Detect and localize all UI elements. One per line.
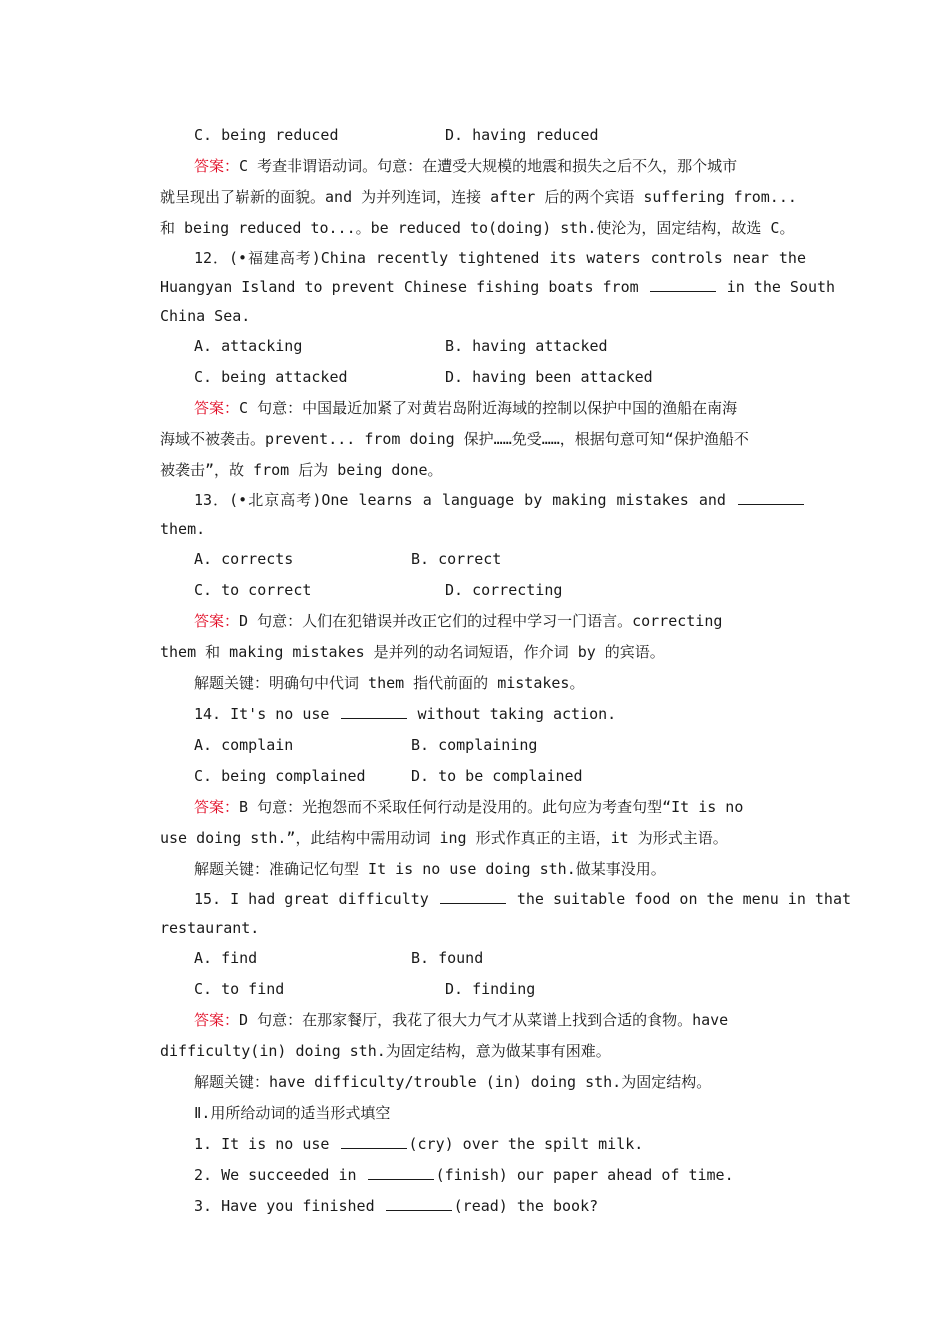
q12-option-a: A. attacking (194, 337, 303, 355)
q14-answer-line2: use doing sth.”，此结构中需用动词 ing 形式作真正的主语，it 为形式主语。 (160, 829, 728, 847)
q15-answer-line1: 答案：D 句意：在那家餐厅，我花了很大力气才从菜谱上找到合适的食物。have (194, 1011, 729, 1029)
q15-stem-line1: 15. I had great difficulty the suitable food on the menu in that (160, 885, 806, 914)
fill-item: 2. We succeeded in (finish) our paper ahead of time. (160, 1160, 806, 1191)
q14-option-c: C. being complained (194, 767, 366, 785)
answer-label: 答案： (194, 399, 240, 417)
section2-title: Ⅱ.用所给动词的适当形式填空 (194, 1104, 391, 1122)
q13-answer-line1: 答案：D 句意：人们在犯错误并改正它们的过程中学习一门语言。correcting (194, 612, 723, 630)
q13-stem-line2: them. (160, 520, 206, 538)
q12-stem-line1: 12．(•福建高考)China recently tightened its waters controls near the (194, 249, 806, 267)
q12-answer-line3: 被袭击”，故 from 后为 being done。 (160, 461, 443, 479)
q15-stem-line2: restaurant. (160, 919, 260, 937)
answer-label: 答案： (194, 1011, 240, 1029)
answer-label: 答案： (194, 157, 240, 175)
q12-option-d: D. having been attacked (445, 368, 653, 386)
q11-answer-line2: 就呈现出了崭新的面貌。and 为并列连词，连接 after 后的两个宾语 suffering from... (160, 188, 797, 206)
q14-answer-line1: 答案：B 句意：光抱怨而不采取任何行动是没用的。此句应为考查句型“It is no (194, 798, 744, 816)
fill-item: 3. Have you finished (read) the book? (160, 1191, 806, 1222)
q11-option-c: C. being reduced (194, 126, 339, 144)
q11-option-d: D. having reduced (445, 126, 599, 144)
q13-option-c: C. to correct (194, 581, 312, 599)
answer-blank (341, 700, 407, 719)
q14-option-a: A. complain (194, 736, 294, 754)
q15-option-a: A. find (194, 949, 258, 967)
q13-option-a: A. corrects (194, 550, 294, 568)
q14-stem: 14. It's no use without taking action. (160, 699, 806, 730)
q13-option-d: D. correcting (445, 581, 563, 599)
answer-blank (738, 486, 804, 505)
q14-key: 解题关键：准确记忆句型 It is no use doing sth.做某事没用。 (194, 860, 666, 878)
q15-options-ab (160, 943, 806, 974)
q11-answer-line3: 和 being reduced to...。be reduced to(doing) sth.使沦为，固定结构，故选 C。 (160, 219, 795, 237)
q12-options-cd (160, 362, 806, 393)
q13-options-cd (160, 575, 806, 606)
q15-answer-line2: difficulty(in) doing sth.为固定结构，意为做某事有困难。 (160, 1042, 611, 1060)
document-page (160, 120, 852, 1222)
answer-label: 答案： (194, 798, 240, 816)
q12-options-ab (160, 331, 806, 362)
answer-label: 答案： (194, 612, 240, 630)
q13-answer-line2: them 和 making mistakes 是并列的动名词短语，作介词 by 的宾语。 (160, 643, 665, 661)
q12-option-c: C. being attacked (194, 368, 348, 386)
q15-options-cd (160, 974, 806, 1005)
q14-option-d: D. to be complained (411, 767, 583, 785)
q15-option-b: B. found (411, 949, 484, 967)
q14-options-ab (160, 730, 806, 761)
fill-item: 1. It is no use (cry) over the spilt milk. (160, 1129, 806, 1160)
answer-blank (650, 273, 716, 292)
q15-option-c: C. to find (194, 980, 285, 998)
q12-answer-line1: 答案：C 句意：中国最近加紧了对黄岩岛附近海域的控制以保护中国的渔船在南海 (194, 399, 738, 417)
q13-stem-line1: 13．(•北京高考)One learns a language by making mistakes and (160, 486, 806, 515)
q13-options-ab (160, 544, 806, 575)
answer-blank (341, 1130, 407, 1149)
answer-blank (386, 1192, 452, 1211)
q11-answer-line1: 答案：C 考查非谓语动词。句意：在遭受大规模的地震和损失之后不久，那个城市 (194, 157, 738, 175)
q12-stem-line3: China Sea. (160, 307, 251, 325)
answer-blank (440, 885, 506, 904)
q11-options-cd (160, 120, 806, 151)
answer-blank (368, 1161, 434, 1180)
q14-option-b: B. complaining (411, 736, 538, 754)
q13-option-b: B. correct (411, 550, 502, 568)
q13-key: 解题关键：明确句中代词 them 指代前面的 mistakes。 (194, 674, 585, 692)
q14-options-cd (160, 761, 806, 792)
q12-answer-line2: 海域不被袭击。prevent... from doing 保护……免受……，根据句意可知“保护渔船不 (160, 430, 749, 448)
q15-key: 解题关键：have difficulty/trouble (in) doing sth.为固定结构。 (194, 1073, 712, 1091)
q12-stem-line2: Huangyan Island to prevent Chinese fishing boats from in the South (160, 273, 806, 302)
q15-option-d: D. finding (445, 980, 536, 998)
q12-option-b: B. having attacked (445, 337, 608, 355)
